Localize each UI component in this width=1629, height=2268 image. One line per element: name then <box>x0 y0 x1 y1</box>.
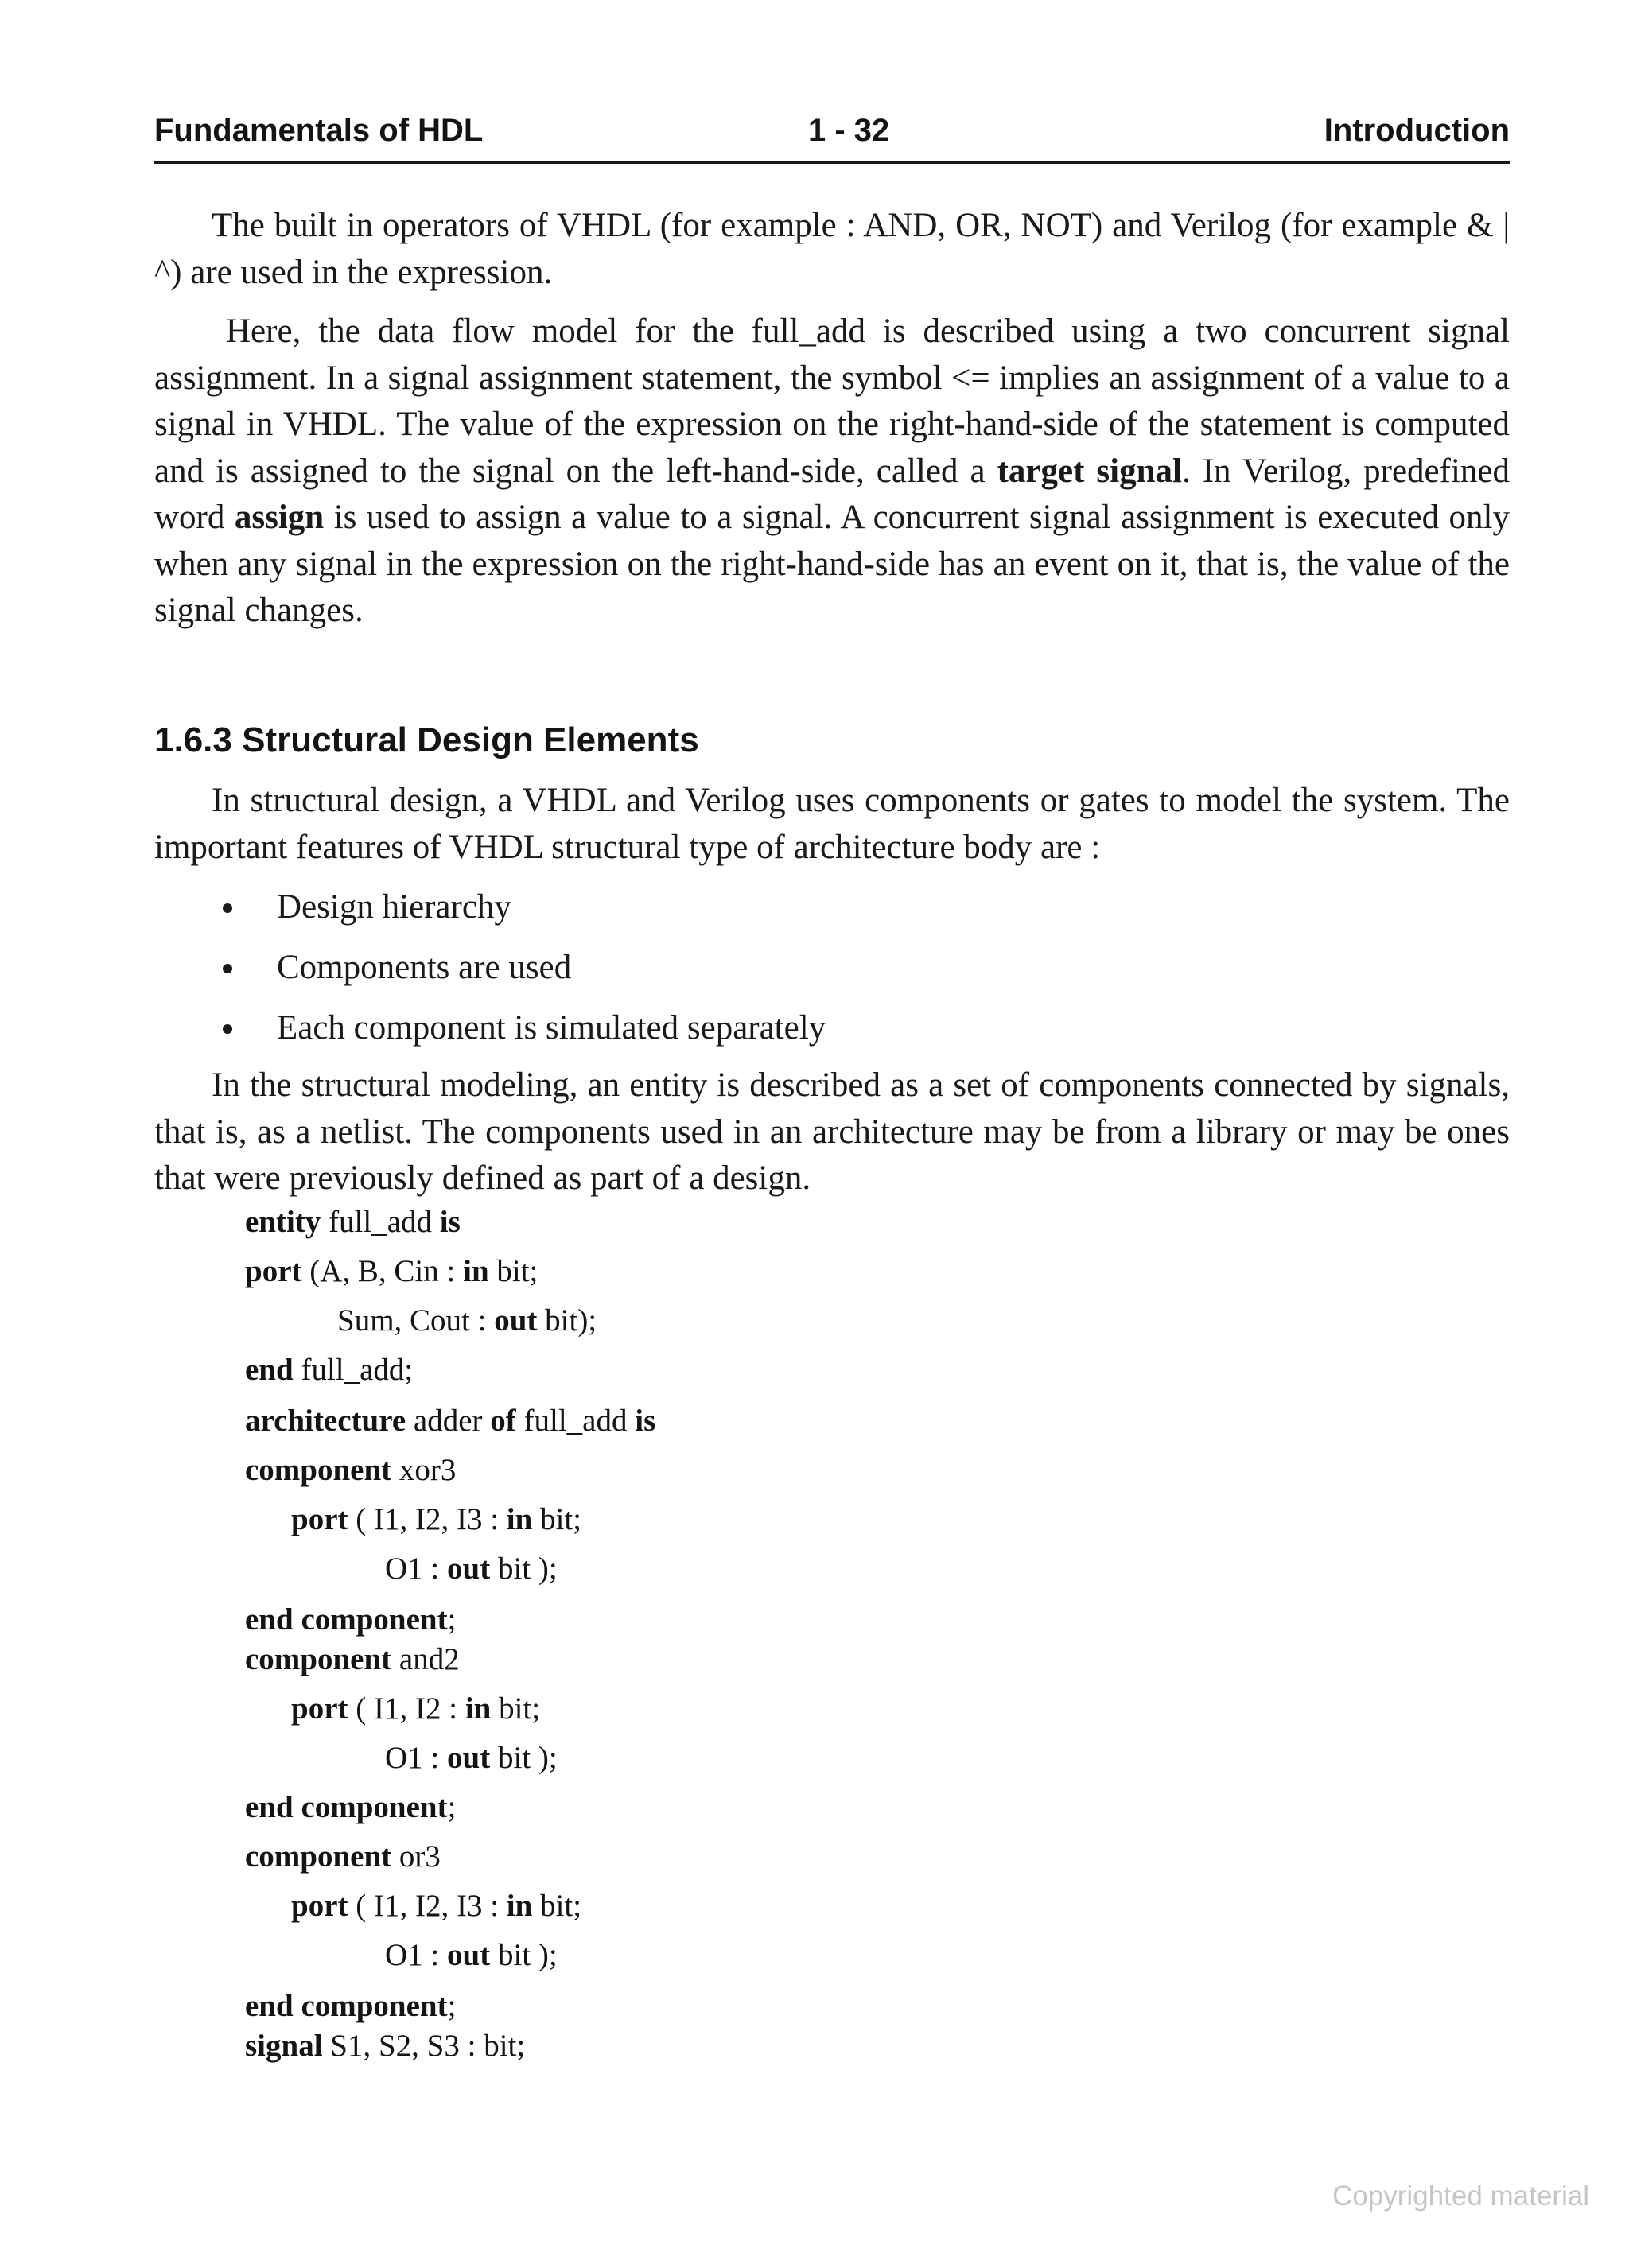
bullet-icon <box>223 964 232 973</box>
code-line: entity full_add is <box>245 1205 461 1239</box>
paragraph-netlist-text: In the structural modeling, an entity is described as a set of components connected by signals, that is, as a netlist. The components used in an architecture may be from a library or may be ones that were previously defined as part of a design. <box>154 1066 1510 1197</box>
code-line: O1 : out bit ); <box>385 1551 558 1586</box>
code-line: end component; <box>245 1790 457 1824</box>
code-line: end component; <box>245 1989 457 2023</box>
paragraph-operators-text: The built in operators of VHDL (for example : AND, OR, NOT) and Verilog (for example & | ^) are used in the expression. <box>154 207 1510 291</box>
list-item-text: Design hierarchy <box>277 888 511 926</box>
code-line: component and2 <box>245 1642 460 1676</box>
list-item <box>220 1005 826 1066</box>
code-line: port ( I1, I2, I3 : in bit; <box>291 1889 582 1923</box>
code-line: port (A, B, Cin : in bit; <box>245 1254 538 1288</box>
list-item-text: Components are used <box>277 949 572 986</box>
bullet-icon <box>223 1024 232 1034</box>
header-rule <box>154 161 1510 164</box>
list-item-text: Each component is simulated separately <box>277 1009 826 1047</box>
list-item <box>220 945 826 1005</box>
copyright-watermark: Copyrighted material <box>1332 2181 1589 2212</box>
page-number: 1 - 32 <box>808 113 890 148</box>
chapter-title: Introduction <box>1324 113 1510 148</box>
code-line: component xor3 <box>245 1453 457 1487</box>
term-target-signal: target signal <box>997 452 1182 490</box>
paragraph-dataflow-text-1: Here, the data flow model for the full_add is described using a two concurrent signal assignment. In a signal assignment statement, the symbol <= implies an assignment of a value to a signal in VHDL. The value of the expression on the right-hand-side of the statement is computed and is assigned to the signal on the left-hand-side, called a <box>154 313 1510 490</box>
paragraph-dataflow-text-2: . In Verilog, predefined word <box>154 452 1510 536</box>
code-line: end full_add; <box>245 1353 414 1387</box>
code-line: O1 : out bit ); <box>385 1938 558 1972</box>
paragraph-netlist <box>154 1062 1510 1202</box>
code-line: signal S1, S2, S3 : bit; <box>245 2029 526 2063</box>
paragraph-operators <box>154 203 1510 296</box>
section-heading: 1.6.3 Structural Design Elements <box>154 720 699 759</box>
code-line: architecture adder of full_add is <box>245 1404 656 1438</box>
paragraph-dataflow <box>154 309 1510 635</box>
bullet-icon <box>223 903 232 913</box>
list-item <box>220 884 826 945</box>
code-line: Sum, Cout : out bit); <box>337 1303 597 1338</box>
book-title: Fundamentals of HDL <box>154 113 484 148</box>
code-line: port ( I1, I2, I3 : in bit; <box>291 1502 582 1536</box>
paragraph-structural-intro-text: In structural design, a VHDL and Verilog uses components or gates to model the system. The important features of VHDL structural type of architecture body are : <box>154 782 1510 866</box>
paragraph-dataflow-text-3: is used to assign a value to a signal. A concurrent signal assignment is executed only when any signal in the expression on the right-hand-side has an event on it, that is, the value of the signal changes. <box>154 499 1510 629</box>
code-line: port ( I1, I2 : in bit; <box>291 1691 541 1726</box>
feature-list <box>220 884 826 1066</box>
paragraph-structural-intro <box>154 778 1510 871</box>
running-header <box>154 113 1510 157</box>
term-assign: assign <box>234 499 325 536</box>
code-line: end component; <box>245 1602 457 1637</box>
code-line: O1 : out bit ); <box>385 1741 558 1775</box>
code-line: component or3 <box>245 1839 441 1874</box>
